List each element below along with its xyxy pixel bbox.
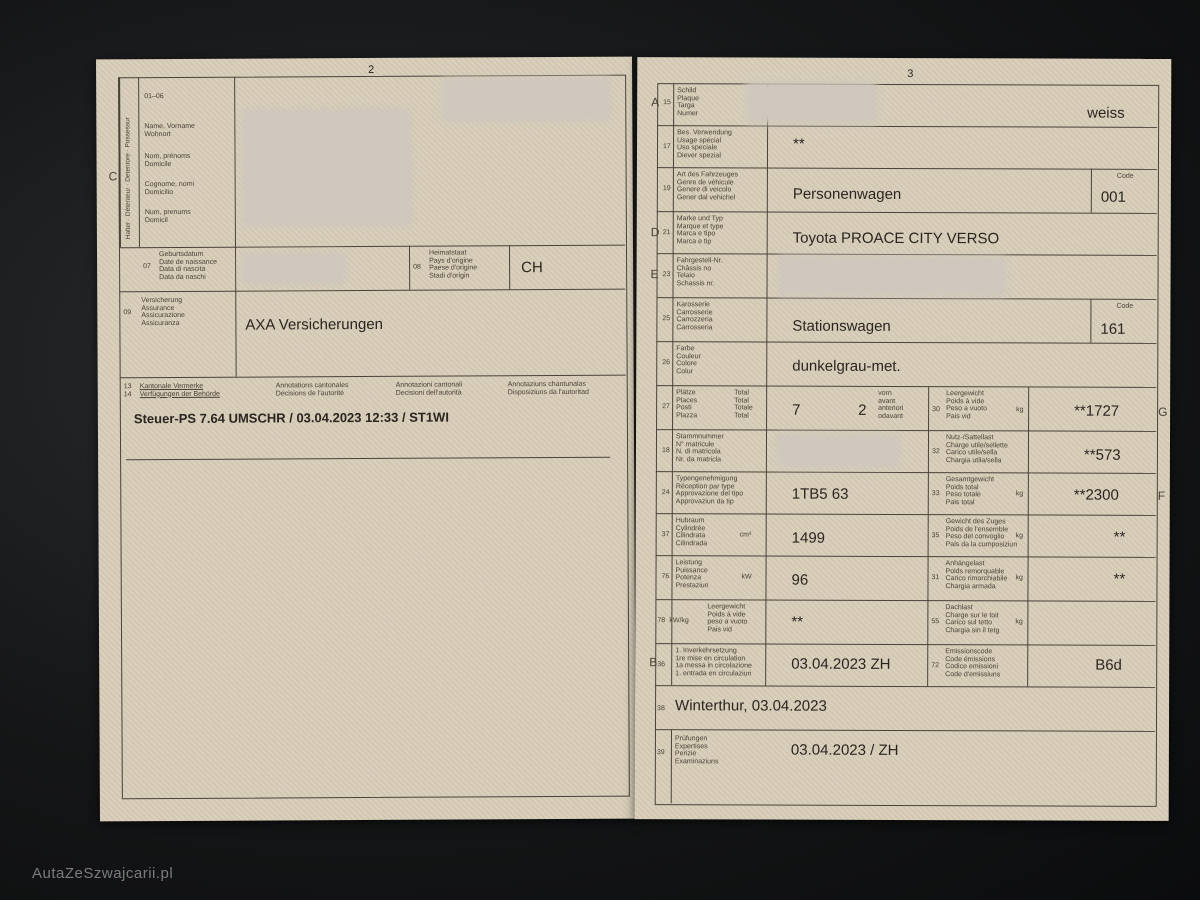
first-reg-label: 1. Inverkehrsetzung 1re mise en circulation 1a messa in circolazione 1. entrada en circulaziun (675, 647, 752, 677)
empty-weight-unit: kg (1016, 406, 1024, 414)
total-weight-unit: kg (1015, 490, 1024, 498)
row-19-num: 19 (662, 185, 671, 193)
total-weight-num: 33 (931, 490, 940, 498)
seats-front-value: 2 (858, 401, 867, 419)
vehicle-type-value: Personenwagen (792, 185, 902, 203)
seats-front-label: vorn avant anteriori odavant (878, 389, 904, 420)
row-21-label: Marke und Typ Marque et type Marca e tipo Marca e tip (676, 215, 724, 245)
place-date-value: Winterthur, 03.04.2023 (675, 697, 827, 715)
redacted-stamm-number (776, 434, 900, 468)
insurance-num: 09 (123, 309, 132, 317)
birth-num: 07 (143, 263, 151, 271)
holder-field-range: 01–06 (144, 93, 164, 101)
row-19-label: Art des Fahrzeuges Genre de véhicule Genere di veicolo Gener dal vehichel (676, 171, 739, 201)
page-number-right: 3 (907, 68, 914, 81)
row-15-num: 15 (663, 99, 671, 107)
left-page (96, 57, 636, 822)
power-value: 96 (791, 571, 809, 589)
row-26-label: Farbe Couleur Colore Colur (676, 345, 701, 375)
row-17-label: Bes. Verwendung Usage spécial Uso speciale Diever spezial (676, 129, 732, 159)
vehicle-type-code: 001 (1100, 188, 1126, 206)
seats-sub-label: Total Total Totale Total (734, 389, 753, 419)
payload-value: **573 (1083, 446, 1121, 464)
roof-load-unit: kg (1015, 618, 1023, 626)
empty-weight-label: Leergewicht Poids à vide Peso a vuoto Pais vid (946, 390, 987, 420)
body-type-code-label: Code (1116, 302, 1134, 310)
redacted-birth-date (241, 252, 345, 285)
redacted-plate-number (745, 81, 877, 123)
displacement-unit: cm³ (739, 531, 752, 539)
inspection-num: 39 (656, 749, 665, 757)
remarks-header-fr: Annotations cantonales Décisions de l'autorité (275, 382, 349, 397)
redacted-holder-top (441, 77, 611, 122)
right-page (635, 57, 1172, 821)
roof-load-label: Dachlast Charge sur le toit Carico sul tetto Chargia sin il tetg (945, 604, 1000, 634)
trailer-load-num: 31 (931, 574, 940, 582)
emission-label: Emissionscode Code émissions Codice emissioni Code d'emissiuns (945, 648, 1001, 678)
seats-num: 27 (662, 403, 670, 411)
body-type-value: Stationswagen (792, 317, 891, 335)
row-25-num: 25 (662, 315, 671, 323)
power-ratio-label: Leergewicht Poids à vide peso a vuoto Pais vid (707, 603, 748, 633)
payload-num: 32 (931, 448, 940, 456)
stamm-label: Stammnummer N° matricule N. di matricola Nr. da matricla (675, 433, 724, 463)
seats-total-value: 7 (792, 401, 801, 419)
displacement-num: 37 (661, 531, 670, 539)
redacted-holder-name (241, 108, 412, 227)
trailer-load-unit: kg (1015, 574, 1023, 582)
displacement-label: Hubraum Cylindrée Cilindrata Cilindrada (675, 517, 708, 547)
seats-label: Plätze Places Posti Plazza (676, 389, 698, 419)
body-type-code: 161 (1100, 320, 1126, 338)
special-use-value: ** (792, 135, 805, 153)
remarks-num-13: 13 (123, 383, 132, 391)
birth-label: Geburtsdatum Date de naissance Data di nascita Data da naschi (159, 250, 218, 281)
section-letter-b: B (649, 655, 658, 670)
row-17-num: 17 (663, 143, 671, 151)
holder-name-label-fr: Nom, prénoms Domicile (144, 152, 191, 168)
remarks-header-de: Kantonale Vermerke Verfügungen der Behörde (139, 382, 220, 398)
row-23-num: 23 (662, 271, 671, 279)
remarks-stamp: Steuer-PS 7.64 UMSCHR / 03.04.2023 12:33 / ST1WI (133, 409, 449, 427)
holder-vertical-label: Halter · Détenteur · Detentore · Possessur (124, 117, 132, 240)
inspection-label: Prüfungen Expertises Perizie Examinaziuns (674, 735, 719, 765)
holder-name-label: Name, Vorname Wohnort (144, 122, 195, 138)
power-num: 76 (661, 573, 670, 581)
row-21-num: 21 (662, 229, 671, 237)
power-ratio-num: 78 (657, 617, 666, 625)
stamm-num: 18 (661, 447, 670, 455)
total-weight-label: Gesamtgewicht Poids total Peso totale Pais total (945, 476, 995, 506)
holder-name-label-rm: Num, prenums Domicil (144, 208, 191, 224)
train-weight-unit: kg (1015, 532, 1024, 540)
first-reg-value: 03.04.2023 ZH (791, 655, 891, 673)
section-letter-a: A (651, 95, 660, 110)
origin-num: 08 (413, 263, 421, 271)
total-weight-value: **2300 (1073, 486, 1119, 504)
page-number-left: 2 (368, 63, 375, 76)
vehicle-type-code-label: Code (1116, 172, 1134, 180)
row-25-label: Karosserie Carrosserie Carrozzeria Carrosseria (676, 301, 713, 331)
power-unit: kW (741, 573, 752, 581)
origin-label: Heimatstaat Pays d'origine Paese d'origine Stadi d'origin (429, 249, 478, 280)
plate-color-value: weiss (1087, 104, 1125, 122)
insurance-value: AXA Versicherungen (245, 315, 384, 334)
place-date-num: 38 (657, 705, 665, 713)
payload-label: Nutz-/Sattellast Charge utile/sellette Carico utile/sella Chargia utila/sella (945, 434, 1008, 464)
holder-name-label-it: Cognome, nomi Domicilio (144, 180, 195, 196)
origin-value: CH (521, 259, 543, 277)
section-letter-e: E (650, 267, 659, 282)
insurance-label: Versicherung Assurance Assicurazione Assicuranza (141, 296, 185, 327)
remarks-header-it: Annotazioni cantonali Decisioni dell'autorità (395, 381, 463, 397)
power-label: Leistung Puissance Potenza Prestaziun (675, 559, 709, 589)
trailer-load-value: ** (1113, 570, 1126, 588)
empty-weight-num: 30 (932, 406, 940, 414)
emission-value: B6d (1095, 656, 1122, 674)
row-26-num: 26 (662, 359, 671, 367)
watermark-text: AutaZeSzwajcarii.pl (32, 865, 174, 882)
color-value: dunkelgrau-met. (792, 357, 901, 375)
displacement-value: 1499 (791, 529, 826, 547)
roof-load-num: 55 (931, 618, 940, 626)
power-ratio-value: ** (791, 613, 804, 631)
train-weight-label: Gewicht des Zuges Poids de l'ensemble Peso del convoglio Pais da la cumposiziun (945, 518, 1018, 548)
section-letter-f: F (1157, 488, 1166, 503)
train-weight-num: 35 (931, 532, 940, 540)
first-reg-num: 36 (657, 661, 666, 669)
trailer-load-label: Anhängelast Poids remorquable Carico rimorchiabile Chargia armada (945, 560, 1008, 590)
inspection-value: 03.04.2023 / ZH (790, 741, 899, 759)
row-23-label: Fahrgestell-Nr. Châssis no Telaio Schassis nr. (676, 257, 723, 287)
section-letter-c: C (108, 169, 118, 184)
remarks-header-rm: Annotaziuns chantunalas Disposiziuns da l'autoritad (507, 380, 589, 396)
row-15-label: Schild Plaque Targa Numer (677, 87, 699, 117)
section-letter-g: G (1158, 404, 1168, 419)
type-approval-label: Typengenehmigung Réception par type Approvazione del tipo Approvaziun da tip (675, 475, 744, 505)
remarks-num-14: 14 (123, 391, 132, 399)
type-approval-num: 24 (661, 489, 670, 497)
type-approval-value: 1TB5 63 (791, 485, 849, 503)
emission-num: 72 (931, 662, 940, 670)
redacted-chassis-number (778, 256, 1006, 297)
empty-weight-value: **1727 (1074, 402, 1120, 420)
train-weight-value: ** (1113, 528, 1126, 546)
make-model-value: Toyota PROACE CITY VERSO (792, 229, 1000, 248)
section-letter-d: D (650, 225, 660, 240)
power-ratio-unit: kW/kg (669, 617, 689, 625)
